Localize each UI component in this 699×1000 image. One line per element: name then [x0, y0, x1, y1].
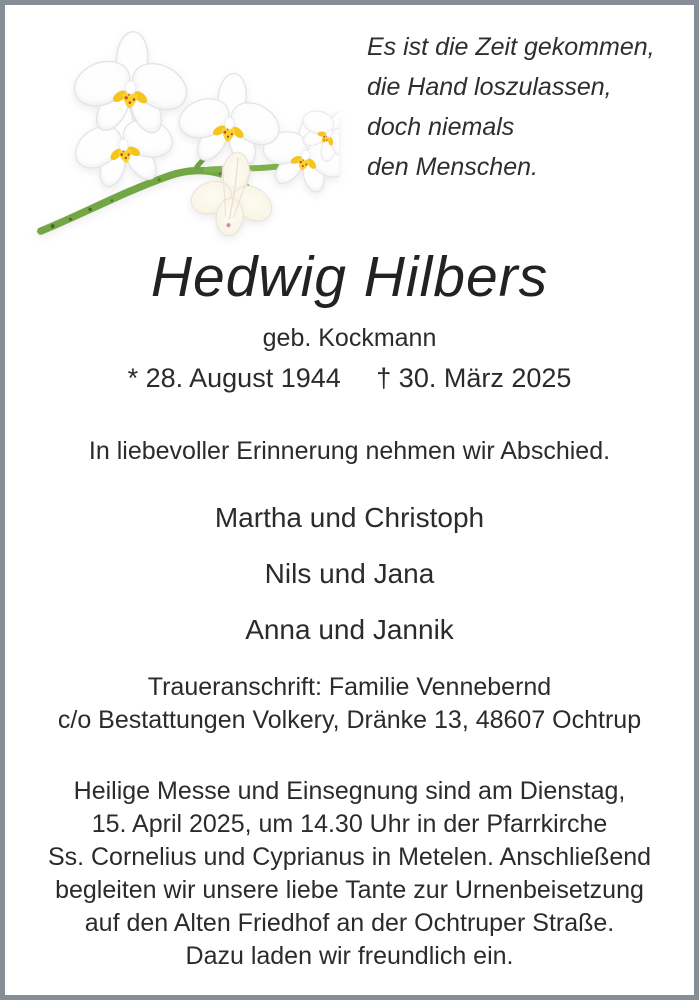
orchid-flower-image [13, 11, 339, 238]
epigraph-line: die Hand loszulassen, [367, 73, 612, 101]
service-line: Heilige Messe und Einsegnung sind am Dienstag, [73, 777, 626, 805]
death-date: † 30. März 2025 [376, 363, 572, 393]
epigraph-line: doch niemals [367, 113, 515, 141]
life-dates [5, 362, 694, 395]
address-line: Traueranschrift: Familie Vennebernd [147, 673, 552, 701]
birth-date: * 28. August 1944 [127, 363, 341, 393]
mourners-list [5, 503, 694, 645]
service-line: begleiten wir unsere liebe Tante zur Urnenbeisetzung [55, 876, 644, 904]
epigraph [367, 27, 655, 187]
service-line: Dazu laden wir freundlich ein. [185, 942, 514, 970]
service-details [5, 775, 694, 973]
service-line: 15. April 2025, um 14.30 Uhr in der Pfarrkirche [91, 810, 608, 838]
service-line: auf den Alten Friedhof an der Ochtruper Straße. [84, 909, 615, 937]
mourner-line: Nils und Jana [264, 558, 435, 589]
header-section [5, 5, 694, 237]
address-line: c/o Bestattungen Volkery, Dränke 13, 48607 Ochtrup [57, 706, 642, 734]
epigraph-line: den Menschen. [367, 153, 538, 181]
farewell-line: In liebevoller Erinnerung nehmen wir Abschied. [88, 437, 611, 465]
service-line: Ss. Cornelius und Cyprianus in Metelen. Anschließend [47, 843, 652, 871]
mourner-line: Anna und Jannik [245, 614, 454, 645]
mourner-line: Martha und Christoph [214, 502, 485, 533]
condolence-address [5, 671, 694, 737]
maiden-name: geb. Kockmann [262, 324, 437, 352]
epigraph-line: Es ist die Zeit gekommen, [367, 33, 655, 61]
deceased-name: Hedwig Hilbers [150, 245, 549, 309]
